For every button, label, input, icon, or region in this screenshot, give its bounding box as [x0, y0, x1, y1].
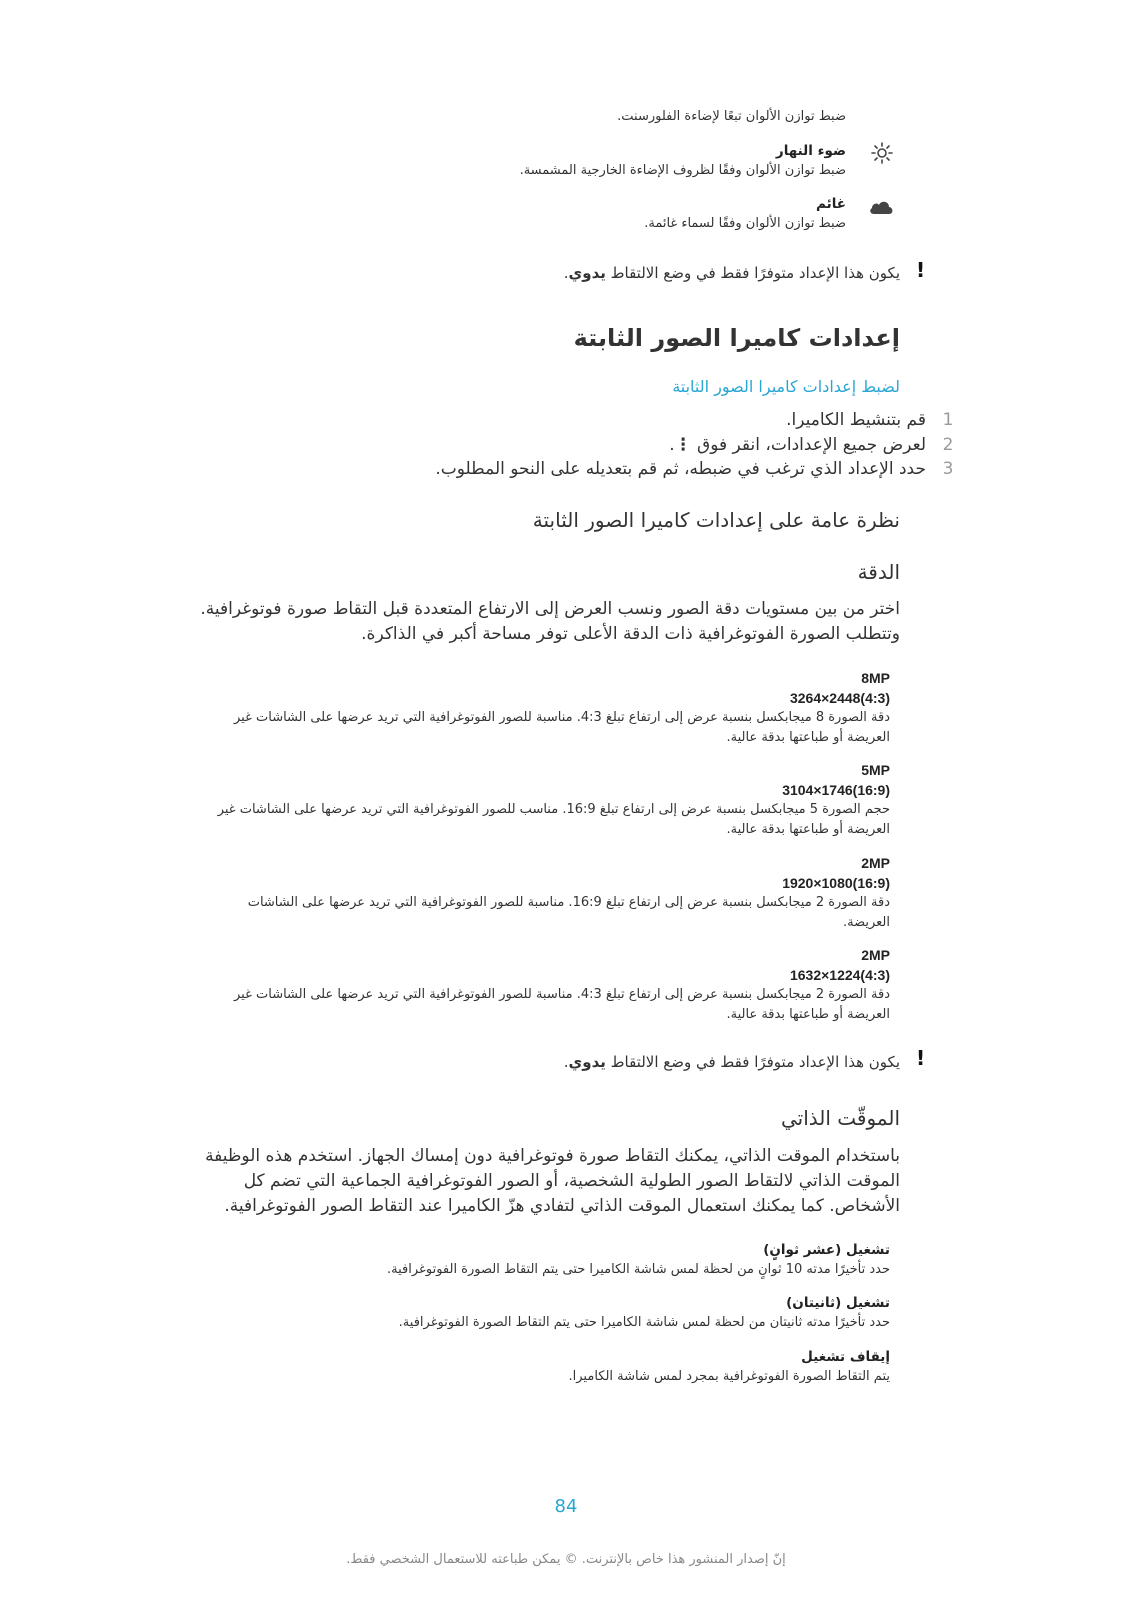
cloud-icon: [868, 197, 894, 217]
wb-daylight-desc: ضبط توازن الألوان وفقًا لظروف الإضاءة الخارجية المشمسة.: [519, 163, 846, 178]
self-timer-heading: الموقّت الذاتي: [780, 1106, 900, 1130]
res-item-desc-1: دقة الصورة 2 ميجابكسل بنسبة عرض إلى ارتفاع تبلغ 4:3. مناسبة للصور الفوتوغرافية التي تريد عرضها على الشاشات غير: [233, 987, 890, 1002]
res-item-mp: 2MP: [861, 855, 890, 871]
wb-cloudy-title: غائم: [816, 196, 846, 212]
warning-icon: !: [916, 258, 926, 282]
timer-option-desc: حدد تأخيرًا مدته ثانيتان من لحظة لمس شاشة الكاميرا حتى يتم التقاط الصورة الفوتوغرافية.: [398, 1315, 890, 1330]
wb-daylight-title: ضوء النهار: [775, 143, 846, 159]
page-number: 84: [554, 1496, 578, 1517]
procedure-heading: لضبط إعدادات كاميرا الصور الثابتة: [672, 377, 900, 396]
res-item-mp: 5MP: [861, 762, 890, 778]
note-manual-mode: [564, 264, 900, 282]
footer-notice: إنّ إصدار المنشور هذا خاص بالإنترنت. © يمكن طباعته للاستعمال الشخصي فقط.: [346, 1552, 786, 1567]
top-note: ضبط توازن الألوان تبعًا لإضاءة الفلورسنت.: [617, 109, 846, 124]
note-bold: يدوي: [568, 1053, 606, 1071]
timer-option-title: إيقاف تشغيل: [801, 1349, 890, 1365]
step-number: 3: [942, 459, 954, 479]
res-item-mp: 2MP: [861, 947, 890, 963]
self-timer-para-3: الأشخاص. كما يمكنك استعمال الموقت الذاتي لتفادي هزّ الكاميرا عند التقاط الصور الفوتوغرافية.: [224, 1196, 900, 1216]
section-title: إعدادات كاميرا الصور الثابتة: [573, 324, 900, 352]
res-item-desc-2: العريضة أو طباعتها بدقة عالية.: [726, 822, 890, 837]
note-text: يكون هذا الإعداد متوفرًا فقط في وضع الالتقاط: [605, 264, 900, 282]
res-item-desc-1: حجم الصورة 5 ميجابكسل بنسبة عرض إلى ارتفاع تبلغ 16:9. مناسب للصور الفوتوغرافية التي تريد عرضها على الشاشات غير: [217, 802, 890, 817]
resolution-para-2: وتتطلب الصورة الفوتوغرافية ذات الدقة الأعلى توفر مساحة أكبر في الذاكرة.: [361, 624, 900, 644]
note-manual-mode: [564, 1053, 900, 1071]
menu-icon: ⋮: [674, 435, 692, 455]
res-item-desc-2: العريضة.: [842, 915, 890, 930]
note-end: .: [563, 264, 569, 282]
timer-option-desc: حدد تأخيرًا مدته 10 ثوانٍ من لحظة لمس شاشة الكاميرا حتى يتم التقاط الصورة الفوتوغرافية.: [387, 1262, 890, 1277]
warning-icon: !: [916, 1046, 926, 1070]
step-number: 1: [942, 410, 954, 430]
res-item-dims: 3264×2448(4:3): [789, 690, 890, 706]
timer-option-desc: يتم التقاط الصورة الفوتوغرافية بمجرد لمس شاشة الكاميرا.: [568, 1369, 890, 1384]
wb-cloudy-desc: ضبط توازن الألوان وفقًا لسماء غائمة.: [644, 216, 846, 231]
step-end: .: [669, 435, 675, 455]
timer-option-title: تشغيل (ثانيتان): [786, 1295, 890, 1311]
res-item-desc-2: العريضة أو طباعتها بدقة عالية.: [726, 730, 890, 745]
res-item-desc-1: دقة الصورة 2 ميجابكسل بنسبة عرض إلى ارتفاع تبلغ 16:9. مناسبة للصور الفوتوغرافية التي تريد عرضها على الشاشات: [247, 895, 890, 910]
step-1: [206, 410, 954, 430]
timer-option-title: تشغيل (عشر ثوانٍ): [763, 1242, 890, 1258]
resolution-para-1: اختر من بين مستويات دقة الصور ونسب العرض إلى الارتفاع المتعددة قبل التقاط صورة فوتوغرافية.: [200, 599, 900, 619]
res-item-dims: 1632×1224(4:3): [789, 967, 890, 983]
res-item-desc-1: دقة الصورة 8 ميجابكسل بنسبة عرض إلى ارتفاع تبلغ 4:3. مناسبة للصور الفوتوغرافية التي تريد عرضها على الشاشات غير: [233, 710, 890, 725]
res-item-dims: 1920×1080(16:9): [782, 875, 890, 891]
self-timer-para-1: باستخدام الموقت الذاتي، يمكنك التقاط صورة فوتوغرافية دون إمساك الجهاز. استخدم هذه الوظيفة: [205, 1146, 900, 1166]
step-2: [206, 435, 954, 455]
self-timer-para-2: الموقت الذاتي لالتقاط الصور الطولية الشخصية، أو الصور الفوتوغرافية الجماعية التي تضم كل: [243, 1171, 900, 1191]
step-text: لعرض جميع الإعدادات، انقر فوق: [691, 435, 926, 455]
step-number: 2: [942, 435, 954, 455]
note-end: .: [563, 1053, 569, 1071]
sun-icon: [871, 142, 893, 164]
step-3: [206, 459, 954, 479]
res-item-dims: 3104×1746(16:9): [782, 782, 890, 798]
note-bold: يدوي: [568, 264, 606, 282]
step-text: حدد الإعداد الذي ترغب في ضبطه، ثم قم بتعديله على النحو المطلوب.: [435, 459, 926, 479]
res-item-mp: 8MP: [861, 670, 890, 686]
resolution-heading: الدقة: [857, 560, 900, 584]
overview-heading: نظرة عامة على إعدادات كاميرا الصور الثابتة: [532, 508, 900, 532]
note-text: يكون هذا الإعداد متوفرًا فقط في وضع الالتقاط: [605, 1053, 900, 1071]
res-item-desc-2: العريضة أو طباعتها بدقة عالية.: [726, 1007, 890, 1022]
step-text: قم بتنشيط الكاميرا.: [786, 410, 926, 430]
